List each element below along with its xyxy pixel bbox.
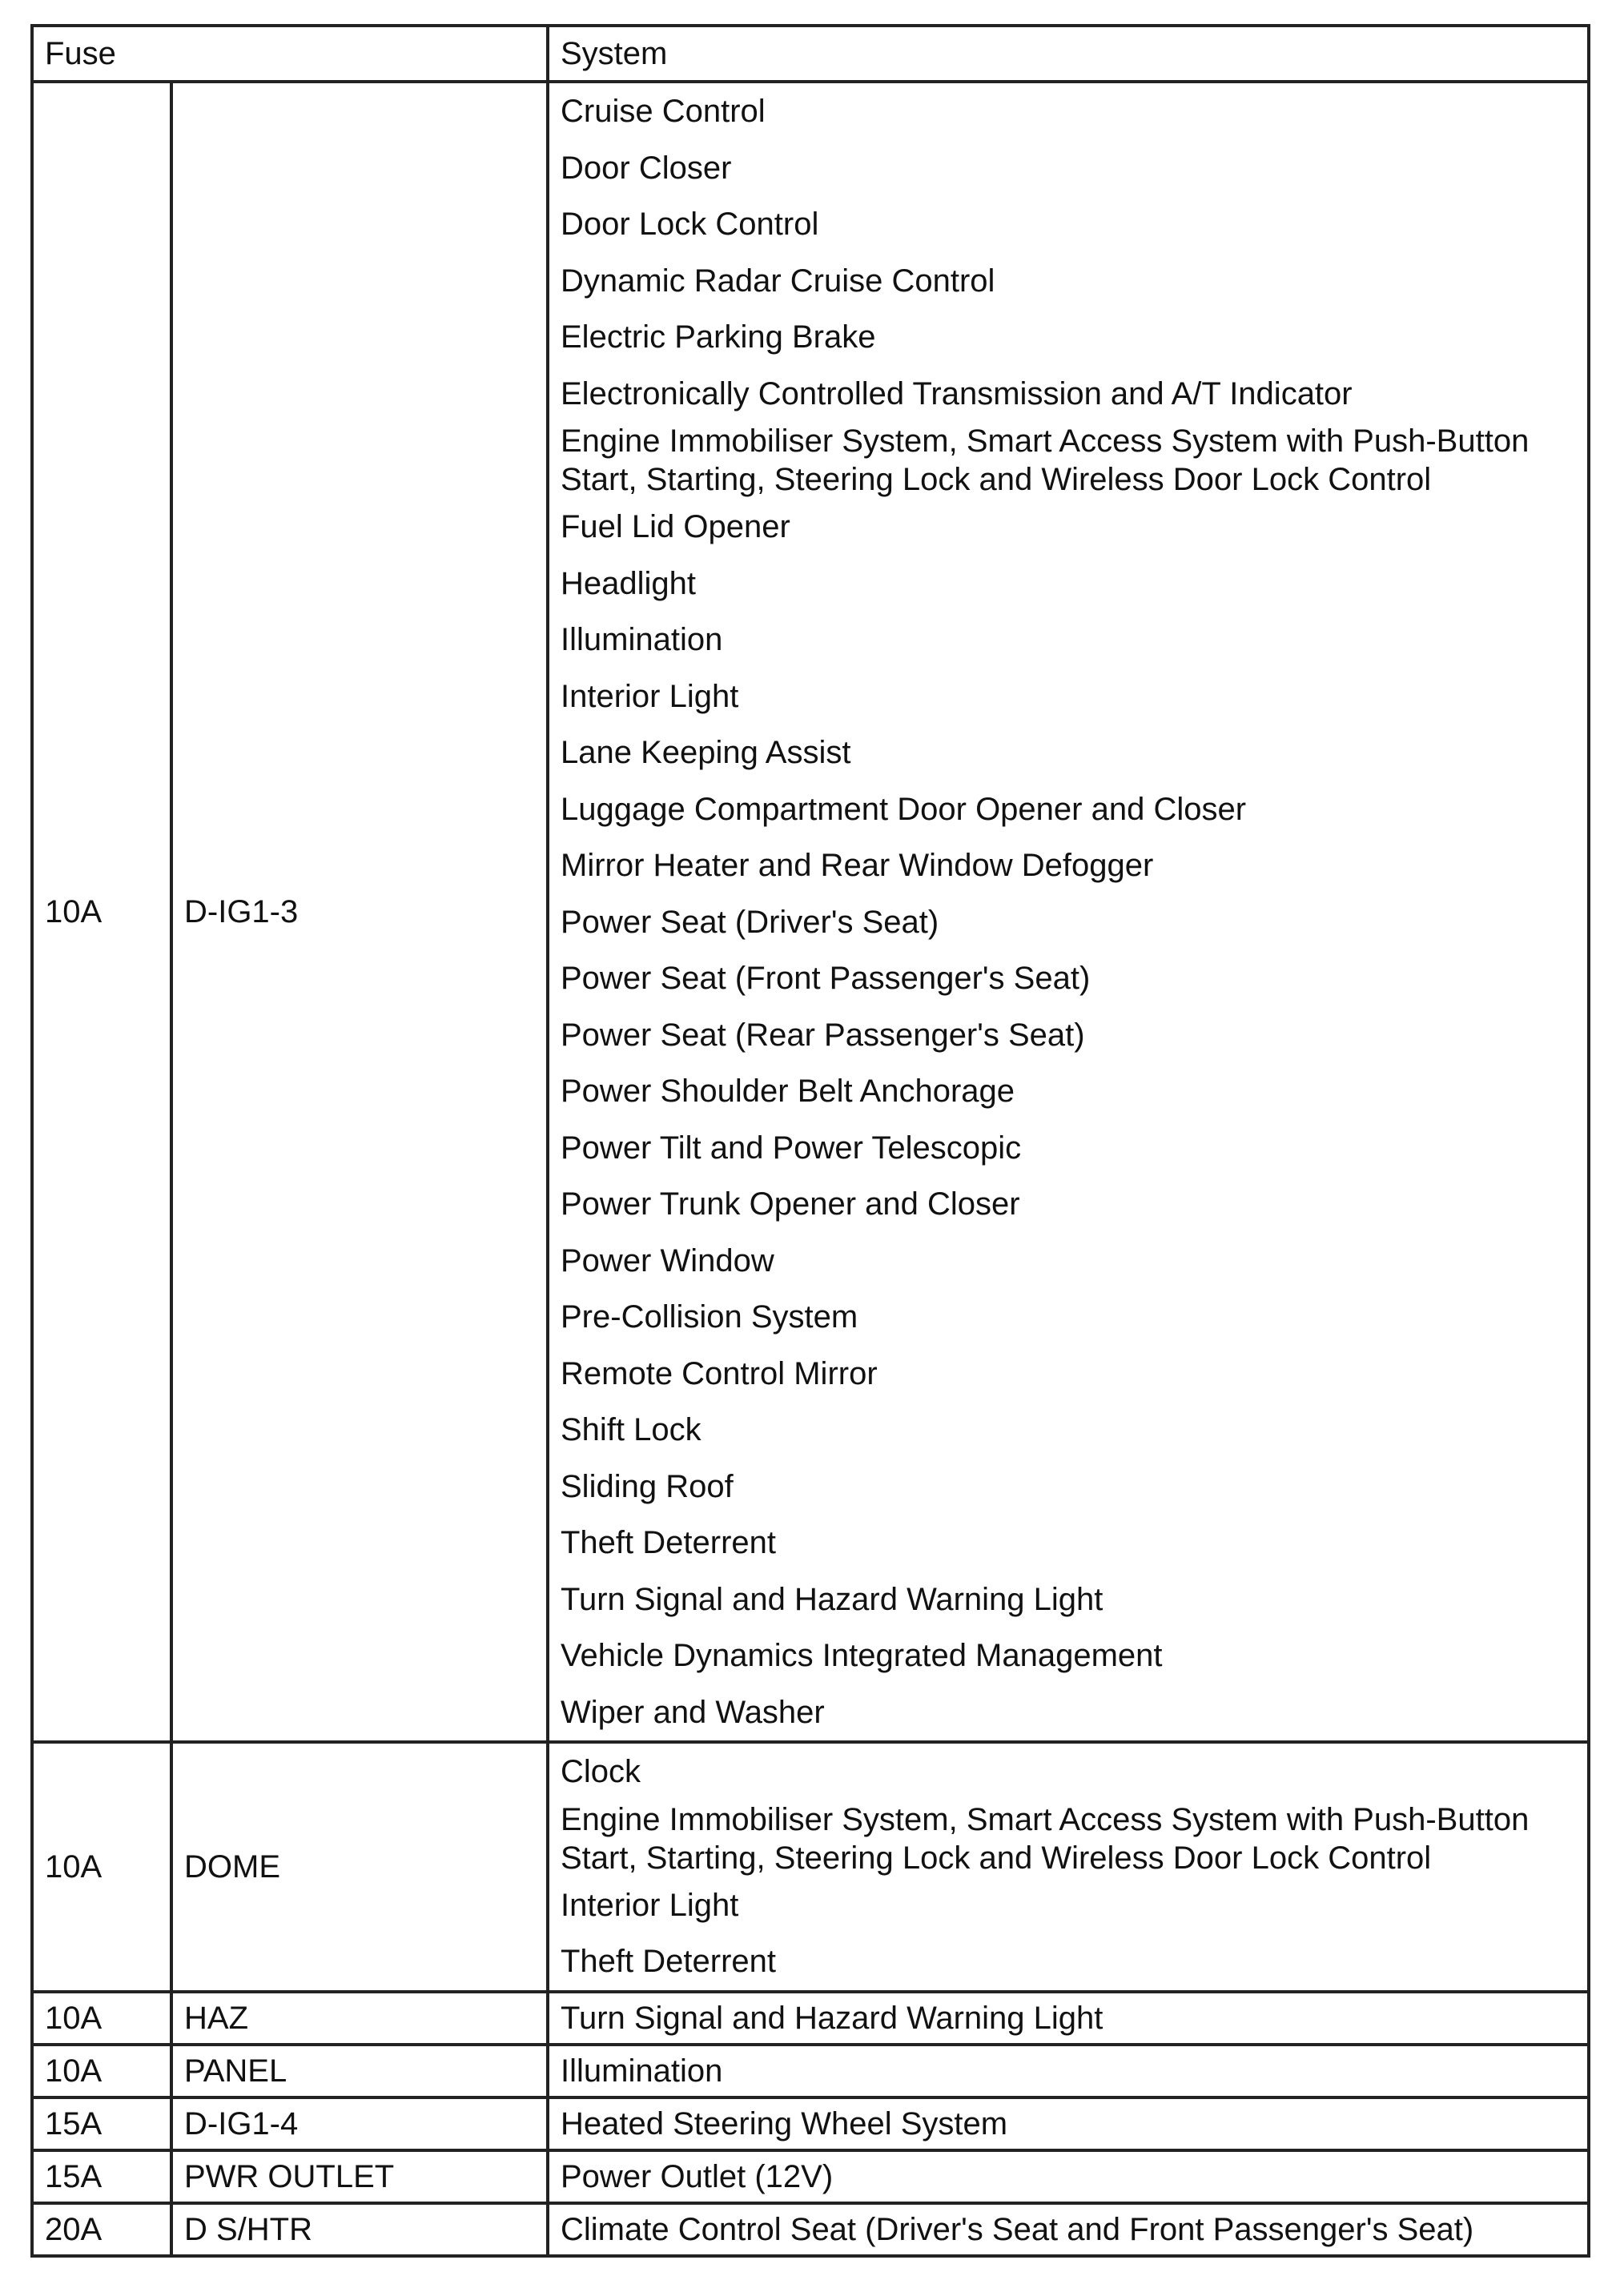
fuse-amperage-cell: 10A [32,1742,171,1992]
system-label: Theft Deterrent [561,1525,777,1561]
system-list-item [561,612,1576,668]
system-list-cell [548,82,1589,1742]
system-label: Power Tilt and Power Telescopic [561,1130,1022,1166]
table-row [32,82,1589,1742]
system-label: Theft Deterrent [561,1944,777,1980]
table-row [32,2150,1589,2203]
system-label: Electronically Controlled Transmission and A/T Indicator [561,375,1353,411]
system-label: Power Seat (Driver's Seat) [561,904,939,940]
system-label: Remote Control Mirror [561,1355,878,1391]
system-list-item [561,1800,1576,1877]
table-row [32,2203,1589,2256]
table-row [32,1992,1589,2045]
system-label: Engine Immobiliser System, Smart Access System with Push-Button Start, Starting, Steering Lock and Wireless Door Lock Control [561,423,1530,497]
system-list-item [561,140,1576,197]
fuse-amperage-cell: 10A [32,82,171,1742]
system-label: Headlight [561,565,697,601]
system-list-item [561,1744,1576,1800]
system-label: Power Shoulder Belt Anchorage [561,1074,1015,1110]
system-list-cell: Turn Signal and Hazard Warning Light [548,1992,1589,2045]
system-label: Power Window [561,1242,774,1278]
system-list-item [561,950,1576,1007]
system-label: Vehicle Dynamics Integrated Management [561,1638,1163,1674]
system-list-item [561,1628,1576,1684]
system-label: Fuel Lid Opener [561,509,790,545]
fuse-amperage-cell: 15A [32,2150,171,2203]
system-list-item [561,556,1576,612]
system-label: Mirror Heater and Rear Window Defogger [561,848,1154,884]
system-label: Pre-Collision System [561,1299,858,1335]
system-label: Door Lock Control [561,207,819,243]
system-label: Power Seat (Rear Passenger's Seat) [561,1017,1085,1053]
table-header-row [32,26,1589,82]
system-list-item [561,1402,1576,1459]
system-label: Dynamic Radar Cruise Control [561,263,995,299]
table-body [32,82,1589,2256]
system-list-item [561,196,1576,253]
system-label: Interior Light [561,1887,739,1923]
fuse-name-cell: PANEL [171,2045,548,2097]
system-label: Cruise Control [561,94,766,130]
system-list-item [561,1515,1576,1571]
system-list-cell [548,1742,1589,1992]
system-list-item [561,668,1576,725]
system-list-item [561,781,1576,838]
system-list-item [561,1007,1576,1064]
system-label: Power Seat (Front Passenger's Seat) [561,961,1091,997]
system-label: Luggage Compartment Door Opener and Closer [561,791,1247,827]
system-label: Electric Parking Brake [561,319,876,355]
system-list-item [561,1233,1576,1290]
system-list-item [561,1346,1576,1403]
system-label: Illumination [561,622,723,658]
system-list-item [561,1933,1576,1990]
system-label: Shift Lock [561,1412,701,1448]
system-list-item [561,309,1576,366]
system-list-item [561,253,1576,310]
fuse-amperage-cell: 15A [32,2097,171,2150]
system-label: Interior Light [561,678,739,714]
system-label: Power Trunk Opener and Closer [561,1186,1020,1222]
system-label: Wiper and Washer [561,1694,825,1730]
system-list-item [561,1063,1576,1120]
system-list-item [561,894,1576,951]
system-list-item [561,499,1576,556]
system-label: Sliding Roof [561,1468,734,1504]
system-label: Door Closer [561,150,732,186]
fuse-name-cell: D-IG1-3 [171,82,548,1742]
system-label: Engine Immobiliser System, Smart Access System with Push-Button Start, Starting, Steering Lock and Wireless Door Lock Control [561,1801,1530,1876]
table-row [32,1742,1589,1992]
fuse-table [30,24,1590,2258]
fuse-name-cell: PWR OUTLET [171,2150,548,2203]
system-list-item [561,1289,1576,1346]
fuse-name-cell: HAZ [171,1992,548,2045]
table-row [32,2097,1589,2150]
system-label: Clock [561,1754,641,1790]
system-list-cell: Illumination [548,2045,1589,2097]
fuse-amperage-cell: 10A [32,1992,171,2045]
system-label: Turn Signal and Hazard Warning Light [561,1581,1103,1617]
system-list-item [561,366,1576,423]
fuse-amperage-cell: 20A [32,2203,171,2256]
system-list-item [561,422,1576,499]
fuse-name-cell: DOME [171,1742,548,1992]
system-list-item [561,1120,1576,1177]
system-list-item [561,1571,1576,1628]
column-header-fuse: Fuse [32,26,548,82]
system-list-item [561,83,1576,140]
fuse-name-cell: D S/HTR [171,2203,548,2256]
system-list-cell: Heated Steering Wheel System [548,2097,1589,2150]
column-header-system: System [548,26,1589,82]
table-row [32,2045,1589,2097]
fuse-amperage-cell: 10A [32,2045,171,2097]
system-list-item [561,1877,1576,1934]
system-list-item [561,725,1576,781]
system-list-cell: Climate Control Seat (Driver's Seat and Front Passenger's Seat) [548,2203,1589,2256]
system-list-item [561,1176,1576,1233]
fuse-name-cell: D-IG1-4 [171,2097,548,2150]
system-list-item [561,1684,1576,1741]
system-list-cell: Power Outlet (12V) [548,2150,1589,2203]
system-label: Lane Keeping Assist [561,735,851,771]
system-list-item [561,1459,1576,1515]
system-list-item [561,837,1576,894]
